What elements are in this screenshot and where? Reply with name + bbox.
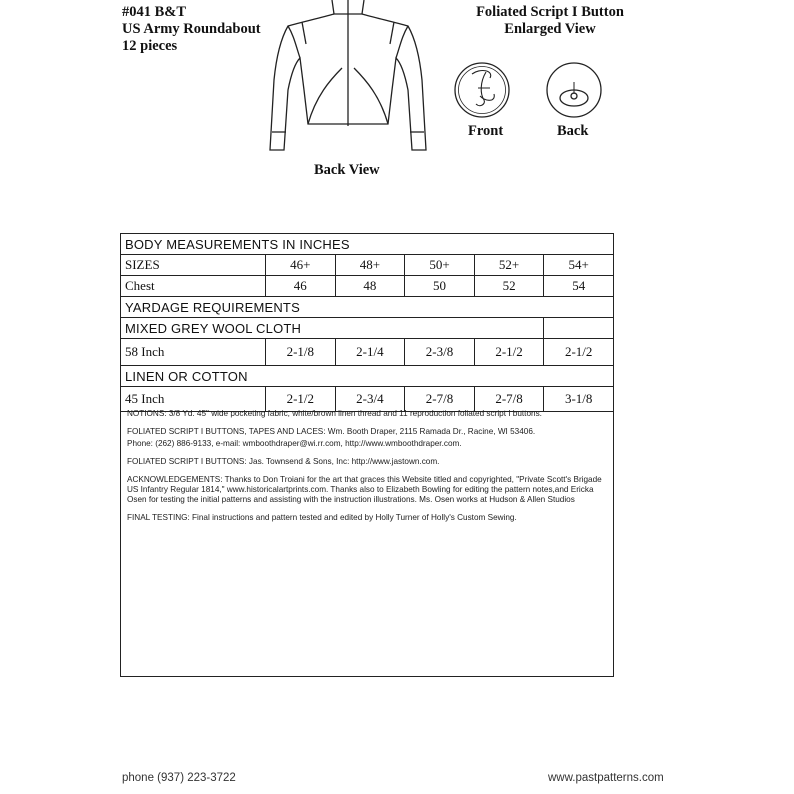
- linen-cell: 2-7/8: [405, 387, 475, 412]
- empty-cell: [544, 318, 614, 339]
- button-front-label: Front: [468, 123, 504, 139]
- measurements-table: [120, 233, 614, 412]
- button-back-label: Back: [557, 123, 589, 139]
- table-row: [121, 255, 614, 276]
- wool-width: 58 Inch: [121, 339, 266, 366]
- button-header: [436, 4, 664, 38]
- table-row: [121, 234, 614, 255]
- footer-phone: phone (937) 223-3722: [122, 772, 236, 784]
- yardage-title: YARDAGE REQUIREMENTS: [121, 297, 614, 318]
- button-subtitle: Enlarged View: [504, 21, 596, 37]
- wool-title: MIXED GREY WOOL CLOTH: [121, 318, 544, 339]
- pattern-code: #041 B&T: [122, 4, 187, 20]
- button-title: Foliated Script I Button: [476, 4, 624, 20]
- wool-cell: 2-1/2: [544, 339, 614, 366]
- chest-cell: 50: [405, 276, 475, 297]
- table-row: [121, 366, 614, 387]
- button-front-icon: [455, 63, 509, 117]
- supplier-booth-contact: Phone: (262) 886-9133, e-mail: wmboothdraper@wi.rr.com, http://www.wmboothdraper.com.: [127, 439, 462, 448]
- chest-cell: 54: [544, 276, 614, 297]
- wool-cell: 2-3/8: [405, 339, 475, 366]
- footer-website: www.pastpatterns.com: [548, 772, 664, 784]
- linen-cell: 3-1/8: [544, 387, 614, 412]
- linen-cell: 2-3/4: [335, 387, 405, 412]
- final-testing-text: FINAL TESTING: Final instructions and pattern tested and edited by Holly Turner of Holly's Custom Sewing.: [127, 513, 517, 522]
- wool-cell: 2-1/4: [335, 339, 405, 366]
- linen-cell: 2-7/8: [474, 387, 544, 412]
- wool-cell: 2-1/2: [474, 339, 544, 366]
- jacket-back-view-illustration: [258, 0, 438, 168]
- table-row: [121, 276, 614, 297]
- pattern-header: [122, 4, 261, 55]
- chest-cell: 46: [266, 276, 336, 297]
- size-cell: 52+: [474, 255, 544, 276]
- table-row: [121, 318, 614, 339]
- sizes-label: SIZES: [121, 255, 266, 276]
- empty-cell: [266, 366, 614, 387]
- chest-cell: 52: [474, 276, 544, 297]
- pattern-pieces: 12 pieces: [122, 38, 178, 54]
- supplier-townsend-text: FOLIATED SCRIPT I BUTTONS: Jas. Townsend & Sons, Inc: http://www.jastown.com.: [127, 457, 440, 466]
- wool-cell: 2-1/8: [266, 339, 336, 366]
- notions-text: NOTIONS: 3/8 Yd. 45" wide pocketing fabric, white/brown linen thread and 11 reproduction foliated script I buttons.: [127, 409, 542, 418]
- button-enlarged-view: [450, 58, 610, 122]
- size-cell: 48+: [335, 255, 405, 276]
- acknowledgements-text: ACKNOWLEDGEMENTS: Thanks to Don Troiani for the art that graces this Website titled and copyrighted, "Private Scott's Brigade US Infantry Regular 1814," www.historicalartprints.com. Thanks also to Elizabeth Bowling for editing the pattern notes,and Ericka Osen for testing the initial patterns and assisting with the instruction illustrations. Ms. Osen works at Hudson & Allen Studios: [127, 475, 602, 504]
- table-row: [121, 339, 614, 366]
- back-view-label: Back View: [314, 162, 380, 178]
- supplier-booth-text: FOLIATED SCRIPT I BUTTONS, TAPES AND LACES: Wm. Booth Draper, 2115 Ramada Dr., Racine, WI 53406.: [127, 427, 536, 436]
- pattern-title: US Army Roundabout: [122, 21, 261, 37]
- size-cell: 54+: [544, 255, 614, 276]
- linen-width: 45 Inch: [121, 387, 266, 412]
- body-measurements-title: BODY MEASUREMENTS IN INCHES: [121, 234, 614, 255]
- chest-label: Chest: [121, 276, 266, 297]
- pattern-notes: [127, 409, 607, 531]
- table-row: [121, 387, 614, 412]
- linen-title: LINEN OR COTTON: [121, 366, 266, 387]
- size-cell: 46+: [266, 255, 336, 276]
- size-cell: 50+: [405, 255, 475, 276]
- table-row: [121, 297, 614, 318]
- linen-cell: 2-1/2: [266, 387, 336, 412]
- chest-cell: 48: [335, 276, 405, 297]
